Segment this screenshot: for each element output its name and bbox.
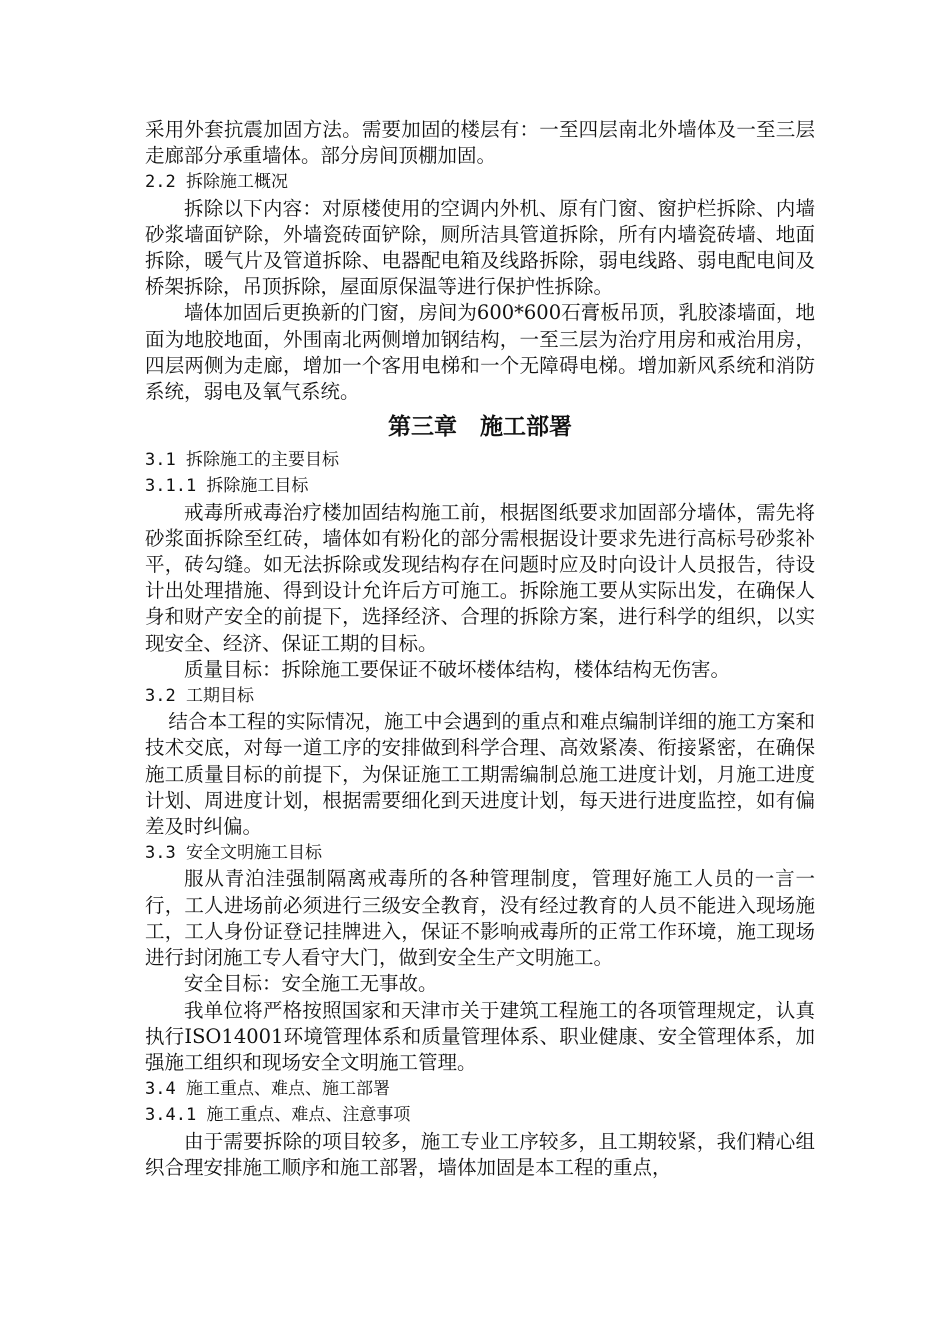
document-page (145, 117, 815, 1181)
section-heading-3-1: 3.1 拆除施工的主要目标 (145, 450, 339, 471)
section-heading-2-2: 2.2 拆除施工概况 (145, 172, 288, 193)
paragraph-company-commitment: 我单位将严格按照国家和天津市关于建筑工程施工的各项管理规定，认真执行ISO14001环境管理体系和质量管理体系、职业健康、安全管理体系，加强施工组织和现场安全文明施工管理。 (145, 998, 815, 1074)
paragraph-quality-goal: 质量目标：拆除施工要保证不破坏楼体结构，楼体结构无伤害。 (184, 657, 731, 681)
chapter-title: 第三章 施工部署 (388, 414, 572, 441)
paragraph-after-reinforcement: 墙体加固后更换新的门窗，房间为600*600石膏板吊顶，乳胶漆墙面，地面为地胶地面，外围南北两侧增加钢结构，一至三层为治疗用房和戒治用房，四层两侧为走廊，增加一个客用电梯和一个无障碍电梯。增加新风系统和消防系统，弱电及氧气系统。 (145, 301, 815, 404)
paragraph-schedule-goal: 结合本工程的实际情况，施工中会遇到的重点和难点编制详细的施工方案和技术交底，对每一道工序的安排做到科学合理、高效紧凑、衔接紧密，在确保施工质量目标的前提下，为保证施工工期需编制总施工进度计划，月施工进度计划、周进度计划，根据需要细化到天进度计划，每天进行进度监控，如有偏差及时纠偏。 (145, 710, 815, 839)
paragraph-demolition-content: 拆除以下内容：对原楼使用的空调内外机、原有门窗、窗护栏拆除、内墙砂浆墙面铲除，外墙瓷砖面铲除，厕所洁具管道拆除，所有内墙瓷砖墙、地面拆除，暖气片及管道拆除、电器配电箱及线路拆除，弱电线路、弱电配电间及桥架拆除，吊顶拆除，屋面原保温等进行保护性拆除。 (145, 196, 815, 299)
paragraph-key-points: 由于需要拆除的项目较多，施工专业工序较多，且工期较紧，我们精心组织合理安排施工顺序和施工部署，墙体加固是本工程的重点， (145, 1129, 815, 1179)
paragraph-safety-goal: 安全目标：安全施工无事故。 (184, 972, 438, 996)
paragraph-reinforcement-method: 采用外套抗震加固方法。需要加固的楼层有：一至四层南北外墙体及一至三层走廊部分承重墙体。部分房间顶棚加固。 (145, 118, 815, 168)
section-heading-3-1-1: 3.1.1 拆除施工目标 (145, 476, 309, 497)
paragraph-demolition-goal: 戒毒所戒毒治疗楼加固结构施工前，根据图纸要求加固部分墙体，需先将砂浆面拆除至红砖，墙体如有粉化的部分需根据设计要求先进行高标号砂浆补平，砖勾缝。如无法拆除或发现结构存在问题时应及时向设计人员报告，待设计出处理措施、得到设计允许后方可施工。拆除施工要从实际出发，在确保人身和财产安全的前提下，选择经济、合理的拆除方案，进行科学的组织，以实现安全、经济、保证工期的目标。 (145, 500, 815, 655)
section-heading-3-3: 3.3 安全文明施工目标 (145, 843, 322, 864)
section-heading-3-4-1: 3.4.1 施工重点、难点、注意事项 (145, 1105, 411, 1126)
section-heading-3-4: 3.4 施工重点、难点、施工部署 (145, 1079, 390, 1100)
paragraph-safety-management: 服从青泊洼强制隔离戒毒所的各种管理制度，管理好施工人员的一言一行，工人进场前必须进行三级安全教育，没有经过教育的人员不能进入现场施工，工人身份证登记挂牌进入，保证不影响戒毒所的正常工作环境，施工现场进行封闭施工专人看守大门，做到安全生产文明施工。 (145, 867, 815, 970)
section-heading-3-2: 3.2 工期目标 (145, 686, 254, 707)
